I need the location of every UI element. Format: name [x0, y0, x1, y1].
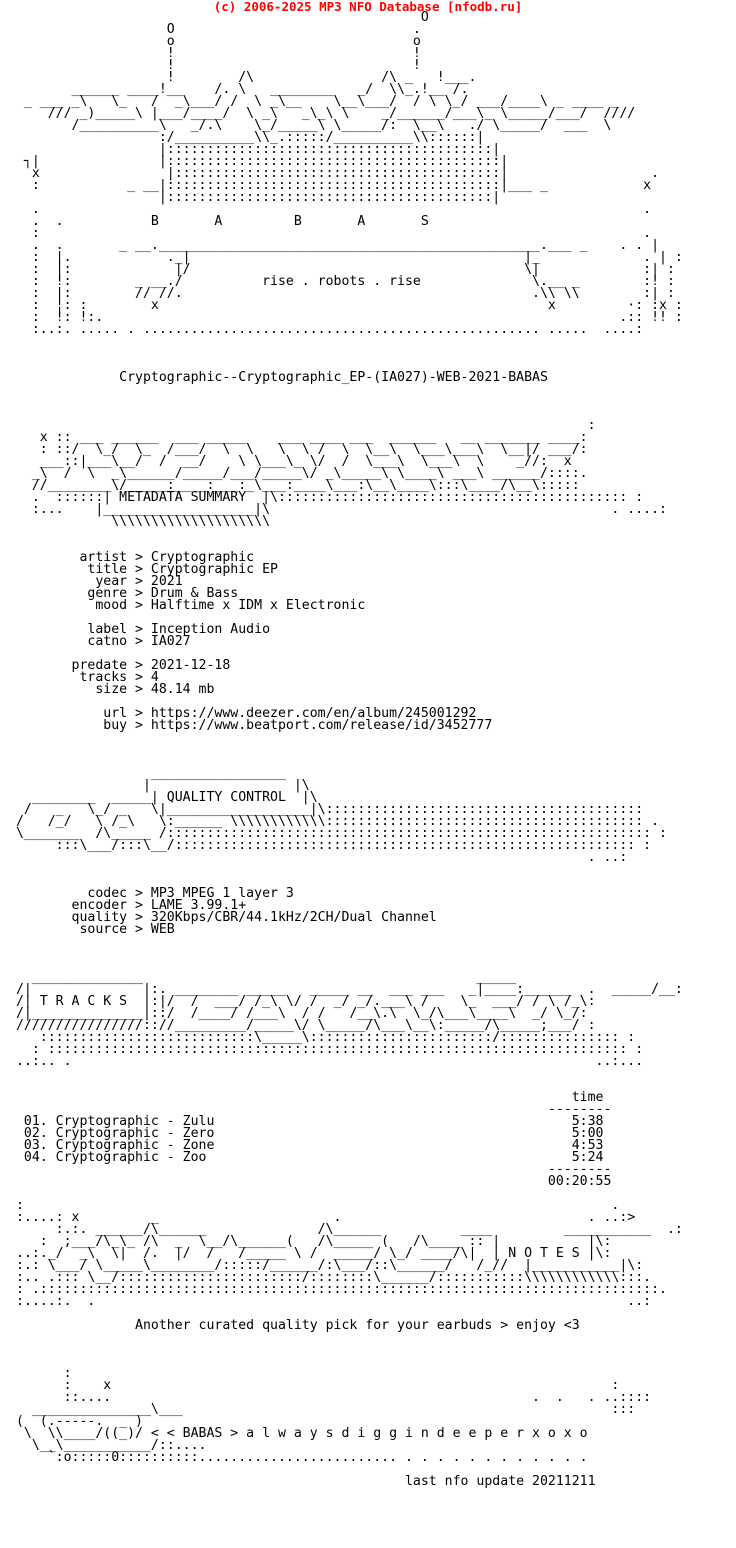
nfo-line: title > Cryptographic EP — [8, 562, 278, 577]
nfo-line: : . — [8, 226, 652, 241]
nfo-line: 04. Cryptographic - Zoo 5:24 — [8, 1150, 604, 1165]
nfo-line: ______ ____!__ /. \ ________ _/ \\_.!__ /. — [8, 82, 469, 97]
nfo-line: artist > Cryptographic — [8, 550, 255, 565]
nfo-line: ! ! — [8, 46, 421, 61]
nfo-line: _\ / \ _\______/_____/___/_____\/ _\_____\ \____\ ___\ ______/::::. — [8, 466, 588, 481]
nfo-line: 01. Cryptographic - Zulu 5:38 — [8, 1114, 604, 1129]
nfo-line: . . — [8, 202, 652, 217]
nfo-line: codec > MP3 MPEG 1 layer 3 — [8, 886, 294, 901]
nfo-line: : x : — [8, 1378, 620, 1393]
nfo-line: :....:. . ..: — [8, 1294, 652, 1309]
nfo-line: -------- — [8, 1162, 612, 1177]
nfo-line: ________ _____| QUALITY CONTROL |\ — [8, 790, 318, 805]
nfodb-banner: (c) 2006-2025 MP3 NFO Database [nfodb.ru] — [213, 0, 523, 14]
nfo-line: ( (.-----. _ ) — [8, 1414, 143, 1429]
nfo-line: 03. Cryptographic - Zone 4:53 — [8, 1138, 604, 1153]
nfo-line: 02. Cryptographic - Zero 5:00 — [8, 1126, 604, 1141]
nfo-line: / /_/ \ /_\ \:______ \\\\\\\\\\\\:::::::::::::::::::::::::::::::::::::::: . — [8, 814, 660, 829]
nfo-line: O . — [8, 22, 421, 37]
nfo-line: : |: // //. .\\ \\ :| : — [8, 286, 675, 301]
nfo-line: : ;___/\_\_ /\ _ \__/\______( /\_____ ( /\____ :: | |\: — [8, 1234, 612, 1249]
nfo-line: quality > 320Kbps/CBR/44.1kHz/2CH/Dual Channel — [8, 910, 437, 925]
nfo-line: . ::::::| METADATA SUMMARY |\:::::::::::::::::::::::::::::::::::::::::::: : — [8, 490, 644, 505]
nfo-line: o o — [8, 34, 421, 49]
nfo-line: : |: |/ \| :| : — [8, 262, 675, 277]
nfo-line: \\\\\\\\\\\\\\\\\\\\ — [8, 514, 271, 529]
nfo-line: : _ __|::::::::::::::::::::::::::::::::::::::::::|___ _ x — [8, 178, 652, 193]
nfo-line: genre > Drum & Bass — [8, 586, 239, 601]
nfo-line: :/__________\\_.:::::/__________\\::::::| — [8, 130, 485, 145]
nfo-ascii-document — [8, 12, 683, 1488]
nfo-line: -------- — [8, 1102, 612, 1117]
nfo-line: ___::|___\__/ / __/ \ \___\_ \/ / \___\ \___\ \ _//: x — [8, 454, 572, 469]
nfo-line: size > 48.14 mb — [8, 682, 215, 697]
nfo-line: Cryptographic--Cryptographic_EP-(IA027)-WEB-2021-BABAS — [8, 370, 548, 385]
nfo-line: tracks > 4 — [8, 670, 159, 685]
nfo-line: O — [8, 10, 429, 25]
nfo-line: : — [8, 418, 596, 433]
nfo-line: |:::::::::::::::::::::::::::::::::::::::::| — [8, 142, 501, 157]
nfo-line: /|______________|::/ /____/ /___\ / / /__\.\ \_/\___\____\ _/ \_/: — [8, 1006, 588, 1021]
nfo-line: _______________\___ ::: — [8, 1402, 636, 1417]
nfo-line: 00:20:55 — [8, 1174, 612, 1189]
nfo-line: last nfo update 20211211 — [8, 1474, 596, 1489]
nfo-line: . ..: — [8, 850, 628, 865]
nfo-line: ┐| |::::::::::::::::::::::::::::::::::::::::::| — [8, 154, 509, 169]
nfo-line: /| |:. ________ _____ _____ __ ___ ___ _|____:______ . _____/__: — [8, 982, 683, 997]
nfo-line: \ \\____/((_)/ < < BABAS > a l w a y s d i g g i n d e e p e r x o x o — [8, 1426, 588, 1441]
nfo-line: . . B A B A S — [8, 214, 429, 229]
nfo-line: ////////////////:://_________/_____\/ \_____/\___\__\:_____/\_____;___/ : — [8, 1018, 596, 1033]
nfo-line: |:::::::::::::::::::::::::::::::::::::::::| — [8, 190, 501, 205]
nfo-line: : ¦: : x x ·: :x : — [8, 298, 683, 313]
nfo-line: . . _ __.________________________________________________.___ _ . . | — [8, 238, 660, 253]
nfo-line: :::::::::::::::::::::::::::\_____\:::::::::::::::::::::::/::::::::::::::: : — [8, 1030, 636, 1045]
nfo-line: catno > IA027 — [8, 634, 191, 649]
nfo-line: mood > Halftime x IDM x Electronic — [8, 598, 366, 613]
nfo-line: :..:. ..... . .................................................. ..... ....: — [8, 322, 644, 337]
nfo-line: /__________\ _/.\ \_/_____\ \_____/: \__\ ./ \_____/ ___ \ — [8, 118, 612, 133]
nfo-line: year > 2021 — [8, 574, 183, 589]
nfo-line: `:o:::::0::::::::::......................... . . . . . . . . . . . . — [8, 1450, 588, 1465]
nfo-line: /| T R A C K S |:|/ / ___/ /_\ \/ / _/ _/.___\ / \_ ___/ / \ /_\: — [8, 994, 596, 1009]
nfo-line: /// _)_____\ |___/____/ \ _\ _\_\ \ _/______/___\_ \_____/___/ //// — [8, 106, 636, 121]
nfo-line: ::.... . . . ..:::: — [8, 1390, 652, 1405]
nfo-line: : — [8, 1366, 72, 1381]
nfo-line: | |\ — [8, 778, 310, 793]
nfo-line: \_______ /\_____ /::::::::::::::::::::::::::::::::::::::::::::::::::::::::::::: : — [8, 826, 667, 841]
nfo-line: ..:.. . ..:... — [8, 1054, 644, 1069]
nfo-line: source > WEB — [8, 922, 175, 937]
nfo-line: x :: ___ ______ ___ _____ ___ ____ ___ ______ __ _______ ____: — [8, 430, 588, 445]
nfo-line: x |:::::::::::::::::::::::::::::::::::::::::| . — [8, 166, 660, 181]
nfo-line: buy > https://www.beatport.com/release/id/3452777 — [8, 718, 493, 733]
nfo-line: _________________ — [8, 766, 286, 781]
nfo-line: :.: \___/ \_____\________/:::::/______/:\___/::\______/ /_// |___________|\: — [8, 1258, 644, 1273]
nfo-line: : !: !:. .:: !! : — [8, 310, 683, 325]
nfo-line: : ::::::::::::::::::::::::::::::::::::::::::::::::::::::::::::::::::::::::: : — [8, 1042, 644, 1057]
nfo-line: encoder > LAME 3.99.1+ — [8, 898, 247, 913]
nfo-line: time — [8, 1090, 604, 1105]
nfo-line: predate > 2021-12-18 — [8, 658, 231, 673]
nfo-line: _ ___ _\ \_ / _\___/ / \ _\__ \__\___/ / \ \_/ ___/____\ _ ____ _ — [8, 94, 620, 109]
nfo-line: : . — [8, 1198, 620, 1213]
nfo-line: ..:._/ _\ \| /. |/ / /_____ \ / _____/ \_/ ____/\| | N O T E S |\: — [8, 1246, 612, 1261]
nfo-line: / _ \_/ _ \|__________________|\:::::::::::::::::::::::::::::::::::::::: — [8, 802, 644, 817]
nfo-line: :... |___________________|\ . ....: — [8, 502, 667, 517]
nfo-line: ______________ _____ — [8, 970, 517, 985]
nfo-line: :::\___/:::\__/:::::::::::::::::::::::::::::::::::::::::::::::::::::::::: : — [8, 838, 652, 853]
nfo-line: : .::::::::::::::::::::::::::::::::::::::::::::::::::::::::::::::::::::::::::::::. — [8, 1282, 667, 1297]
nfo-line: ! /\ /\ _ !___. — [8, 70, 477, 85]
nfo-line: ! ! — [8, 58, 421, 73]
nfo-line: :.. .::: \__/:::::::::::::::::::::::/::::::::\______/:::::::::::\\\\\\\\\\\\:::. — [8, 1270, 652, 1285]
nfo-line: :.:. ______/\______ /\______ ____ ___________ .: — [8, 1222, 683, 1237]
nfo-line: Another curated quality pick for your earbuds > enjoy <3 — [8, 1318, 580, 1333]
nfo-line: : ::/ \_/ \_ /___/ \ \ \ \ / \ \__\ \___\___\ \__|/ ___/: — [8, 442, 588, 457]
nfo-line: \__\___________/::.... — [8, 1438, 207, 1453]
nfo-line: label > Inception Audio — [8, 622, 271, 637]
nfo-line: :....: x _ . . ..:> — [8, 1210, 636, 1225]
nfo-line: : |. ._| |_ . | : — [8, 250, 683, 265]
nfo-line: : !: _ __./ rise . robots . rise \.__ _ :! : — [8, 274, 675, 289]
nfo-line: url > https://www.deezer.com/en/album/245001292 — [8, 706, 477, 721]
nfo-line: //________\/_____:____:___:_\___:____\___:\__\____\:::\____/\__\::::: — [8, 478, 580, 493]
